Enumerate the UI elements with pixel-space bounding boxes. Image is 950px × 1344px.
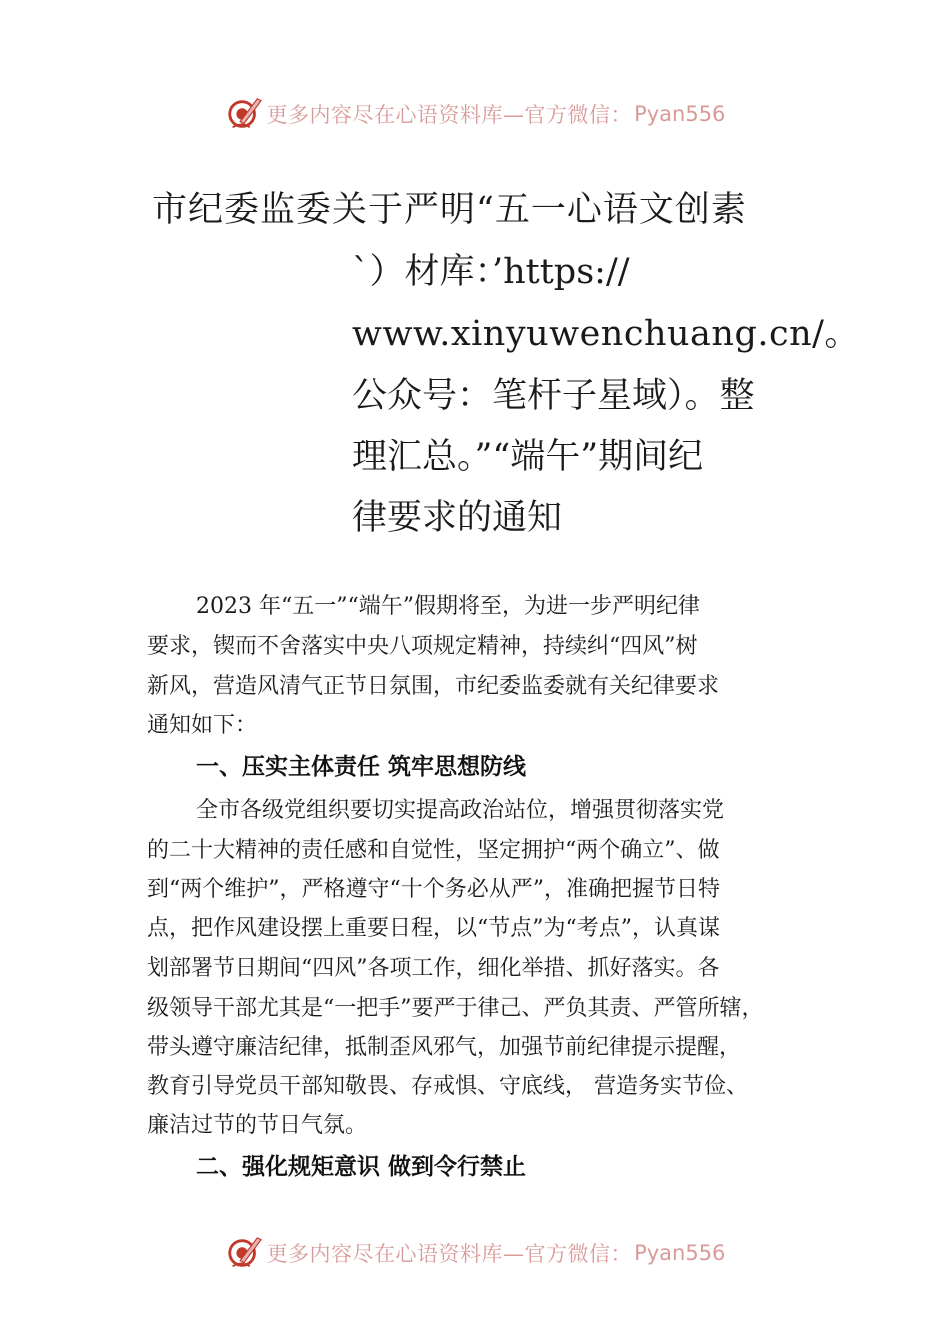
- title-line-3: www.xinyuwenchuang.cn/。: [352, 314, 860, 354]
- section-1-line-3: 到“两个维护”，严格遵守“十个务必从严”，准确把握节日特: [147, 877, 720, 902]
- footer-watermark: [0, 1233, 950, 1273]
- intro-line-1: 2023 年“五一”“端午”假期将至，为进一步严明纪律: [196, 594, 700, 619]
- section-1-heading: 一、压实主体责任 筑牢思想防线: [196, 754, 527, 780]
- section-1-line-7: 带头遵守廉洁纪律，抵制歪风邪气，加强节前纪律提示提醒，: [147, 1035, 742, 1060]
- intro-line-3: 新风，营造风清气正节日氛围，市纪委监委就有关纪律要求: [147, 674, 720, 699]
- title-line-2: `）材库：’https://: [352, 252, 630, 292]
- section-2-heading: 二、强化规矩意识 做到令行禁止: [196, 1154, 527, 1180]
- section-1-line-2: 的二十大精神的责任感和自觉性，坚定拥护“两个确立”、做: [147, 838, 720, 863]
- pen-logo-icon: [225, 95, 263, 133]
- section-1-line-6: 级领导干部尤其是“一把手”要严于律己、严负其责、严管所辖，: [147, 996, 764, 1021]
- title-line-1: 市纪委监委关于严明“五一心语文创素: [152, 190, 747, 230]
- header-watermark: [0, 94, 950, 134]
- section-1-line-9: 廉洁过节的节日气氛。: [147, 1113, 368, 1138]
- title-line-6: 律要求的通知: [352, 498, 563, 538]
- title-line-4: 公众号：笔杆子星域）。整: [352, 376, 755, 416]
- watermark-text: 更多内容尽在心语资料库—官方微信：: [266, 1242, 633, 1266]
- intro-line-4: 通知如下：: [147, 713, 258, 738]
- section-1-line-1: 全市各级党组织要切实提高政治站位，增强贯彻落实党: [196, 798, 725, 823]
- title-line-5: 理汇总。”“端午”期间纪: [352, 437, 704, 477]
- watermark-wechat-id: Pyan556: [634, 1241, 726, 1265]
- section-1-line-4: 点，把作风建设摆上重要日程，以“节点”为“考点”，认真谋: [147, 916, 720, 941]
- intro-line-2: 要求，锲而不舍落实中央八项规定精神，持续纠“四风”树: [147, 634, 698, 659]
- pen-logo-icon: [225, 1234, 263, 1272]
- watermark-text: 更多内容尽在心语资料库—官方微信：: [266, 103, 633, 127]
- watermark-wechat-id: Pyan556: [634, 102, 726, 126]
- section-1-line-8: 教育引导党员干部知敬畏、存戒惧、守底线， 营造务实节俭、: [147, 1074, 748, 1099]
- section-1-line-5: 划部署节日期间“四风”各项工作，细化举措、抓好落实。各: [147, 956, 720, 981]
